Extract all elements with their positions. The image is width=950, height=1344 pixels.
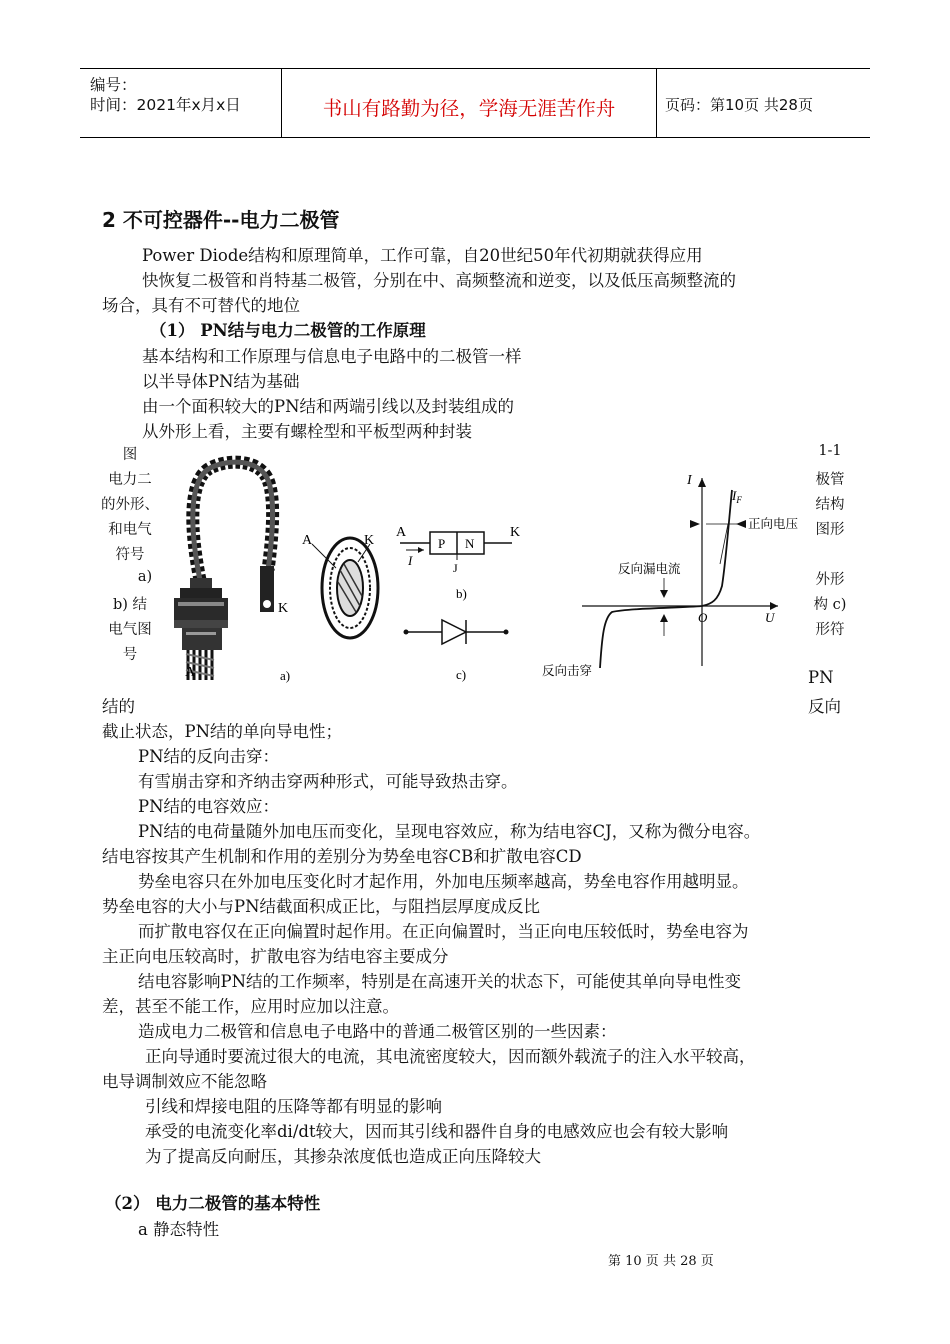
sub1-line: 以半导体PN结为基础 xyxy=(142,372,300,391)
caption-line: b) 结 xyxy=(112,597,148,613)
body-line: 电导调制效应不能忽略 xyxy=(102,1072,267,1091)
header-page-label: 页码：第10页 共28页 xyxy=(665,96,813,114)
body-line: PN结的电荷量随外加电压而变化，呈现电容效应，称为结电容CJ，又称为微分电容。 xyxy=(138,822,761,841)
header-motto: 书山有路勤为径，学海无涯苦作舟 xyxy=(322,97,616,120)
sub1-line: 基本结构和工作原理与信息电子电路中的二极管一样 xyxy=(142,347,522,366)
structure-n-label: N xyxy=(465,536,475,551)
caption-line: 电气图 xyxy=(108,622,152,638)
header-number: 编号： xyxy=(90,76,137,94)
section-title: 2 不可控器件--电力二极管 xyxy=(102,208,340,232)
disk-diode-illustration xyxy=(312,538,378,638)
body-line: PN结的反向击穿： xyxy=(138,747,280,766)
subsection-title: （2） 电力二极管的基本特性 xyxy=(105,1194,321,1213)
fragment-fanxiang: 反向 xyxy=(808,697,841,716)
iv-origin-label: O xyxy=(698,610,708,625)
fragment-pn: PN xyxy=(808,668,834,687)
body-line: 有雪崩击穿和齐纳击穿两种形式，可能导致热击穿。 xyxy=(138,772,518,791)
caption-line: 极管 xyxy=(815,472,845,488)
body-line: PN结的电容效应： xyxy=(138,797,280,816)
stud-diode-illustration xyxy=(174,462,274,680)
iv-reverse-breakdown-label: 反向击穿 xyxy=(542,663,593,678)
intro-line: 场合，具有不可替代的地位 xyxy=(102,296,300,315)
body-line: 而扩散电容仅在正向偏置时起作用。在正向偏置时，当正向电压较低时，势垒电容为 xyxy=(138,922,749,941)
iv-forward-voltage-label: 正向电压 xyxy=(748,516,799,531)
header-divider xyxy=(656,69,657,137)
iv-if-main: I xyxy=(732,488,737,503)
caption-line: 图 xyxy=(122,447,138,463)
disk-anode-label: A xyxy=(302,533,313,548)
body-line: 差，甚至不能工作，应用时应加以注意。 xyxy=(102,997,399,1016)
header-time: 时间：2021年x月x日 xyxy=(90,96,241,114)
sub1-line: 从外形上看，主要有螺栓型和平板型两种封装 xyxy=(142,422,472,441)
fragment-jie: 结的 xyxy=(102,697,135,716)
body-line: 引线和焊接电阻的压降等都有明显的影响 xyxy=(145,1097,442,1116)
caption-line: 形符 xyxy=(815,622,845,638)
structure-current-label: I xyxy=(408,553,413,568)
caption-line: a) xyxy=(137,569,153,585)
diode-symbol xyxy=(404,620,509,644)
body-line: 造成电力二极管和信息电子电路中的普通二极管区别的一些因素： xyxy=(138,1022,617,1041)
caption-line: 构 c) xyxy=(813,597,847,613)
iv-if-sub: F xyxy=(736,495,742,505)
structure-anode-label: A xyxy=(396,525,407,540)
iv-if-label xyxy=(731,488,742,505)
caption-line: 符号 xyxy=(115,547,145,563)
structure-p-label: P xyxy=(438,536,446,551)
caption-line: 电力二 xyxy=(108,472,152,488)
body-line: 正向导通时要流过很大的电流，其电流密度较大，因而额外载流子的注入水平较高， xyxy=(145,1047,756,1066)
subsection-title: （1） PN结与电力二极管的工作原理 xyxy=(150,321,426,340)
caption-line: 图形 xyxy=(815,522,845,538)
caption-line: 号 xyxy=(122,647,138,663)
page-header xyxy=(80,68,870,138)
intro-line: Power Diode结构和原理简单，工作可靠，自20世纪50年代初期就获得应用 xyxy=(142,246,703,265)
sub1-line: 由一个面积较大的PN结和两端引线以及封装组成的 xyxy=(142,397,515,416)
intro-line: 快恢复二极管和肖特基二极管，分别在中、高频整流和逆变，以及低压高频整流的 xyxy=(142,271,736,290)
body-line: 主正向电压较高时，扩散电容为结电容主要成分 xyxy=(102,947,449,966)
disk-cathode-label: K xyxy=(364,533,375,548)
header-left-cell xyxy=(90,69,280,137)
caption-line: 结构 xyxy=(815,497,845,513)
structure-junction-label: J xyxy=(453,561,458,575)
diode-figure xyxy=(160,440,810,690)
page-footer: 第 10 页 共 28 页 xyxy=(608,1254,714,1269)
body-line: 势垒电容只在外加电压变化时才起作用，外加电压频率越高，势垒电容作用越明显。 xyxy=(138,872,749,891)
body-line: 截止状态，PN结的单向导电性； xyxy=(102,722,343,741)
body-line: 为了提高反向耐压，其掺杂浓度低也造成正向压降较大 xyxy=(145,1147,541,1166)
iv-i-axis-label: I xyxy=(687,473,692,488)
caption-line: 1-1 xyxy=(818,443,842,459)
subsection-item: a 静态特性 xyxy=(138,1220,220,1239)
photo-anode-label: A xyxy=(185,665,196,680)
symbol-caption: c) xyxy=(456,667,467,682)
body-line: 结电容按其产生机制和作用的差别分为势垒电容CB和扩散电容CD xyxy=(102,847,582,866)
header-motto-cell xyxy=(282,69,656,137)
header-right-cell xyxy=(665,69,870,137)
caption-line: 外形 xyxy=(815,572,845,588)
body-line: 承受的电流变化率di/dt较大，因而其引线和器件自身的电感效应也会有较大影响 xyxy=(145,1122,729,1141)
structure-cathode-label: K xyxy=(510,525,521,540)
caption-line: 的外形、 xyxy=(101,497,159,513)
photo-caption: a) xyxy=(280,668,291,683)
body-line: 势垒电容的大小与PN结截面积成正比，与阻挡层厚度成反比 xyxy=(102,897,541,916)
caption-line: 和电气 xyxy=(108,522,152,538)
iv-u-axis-label: U xyxy=(765,610,775,625)
pn-structure-diagram xyxy=(400,532,512,560)
body-line: 结电容影响PN结的工作频率，特别是在高速开关的状态下，可能使其单向导电性变 xyxy=(138,972,742,991)
photo-cathode-label: K xyxy=(278,601,289,616)
iv-reverse-leakage-label: 反向漏电流 xyxy=(618,561,681,576)
structure-caption: b) xyxy=(456,586,467,601)
